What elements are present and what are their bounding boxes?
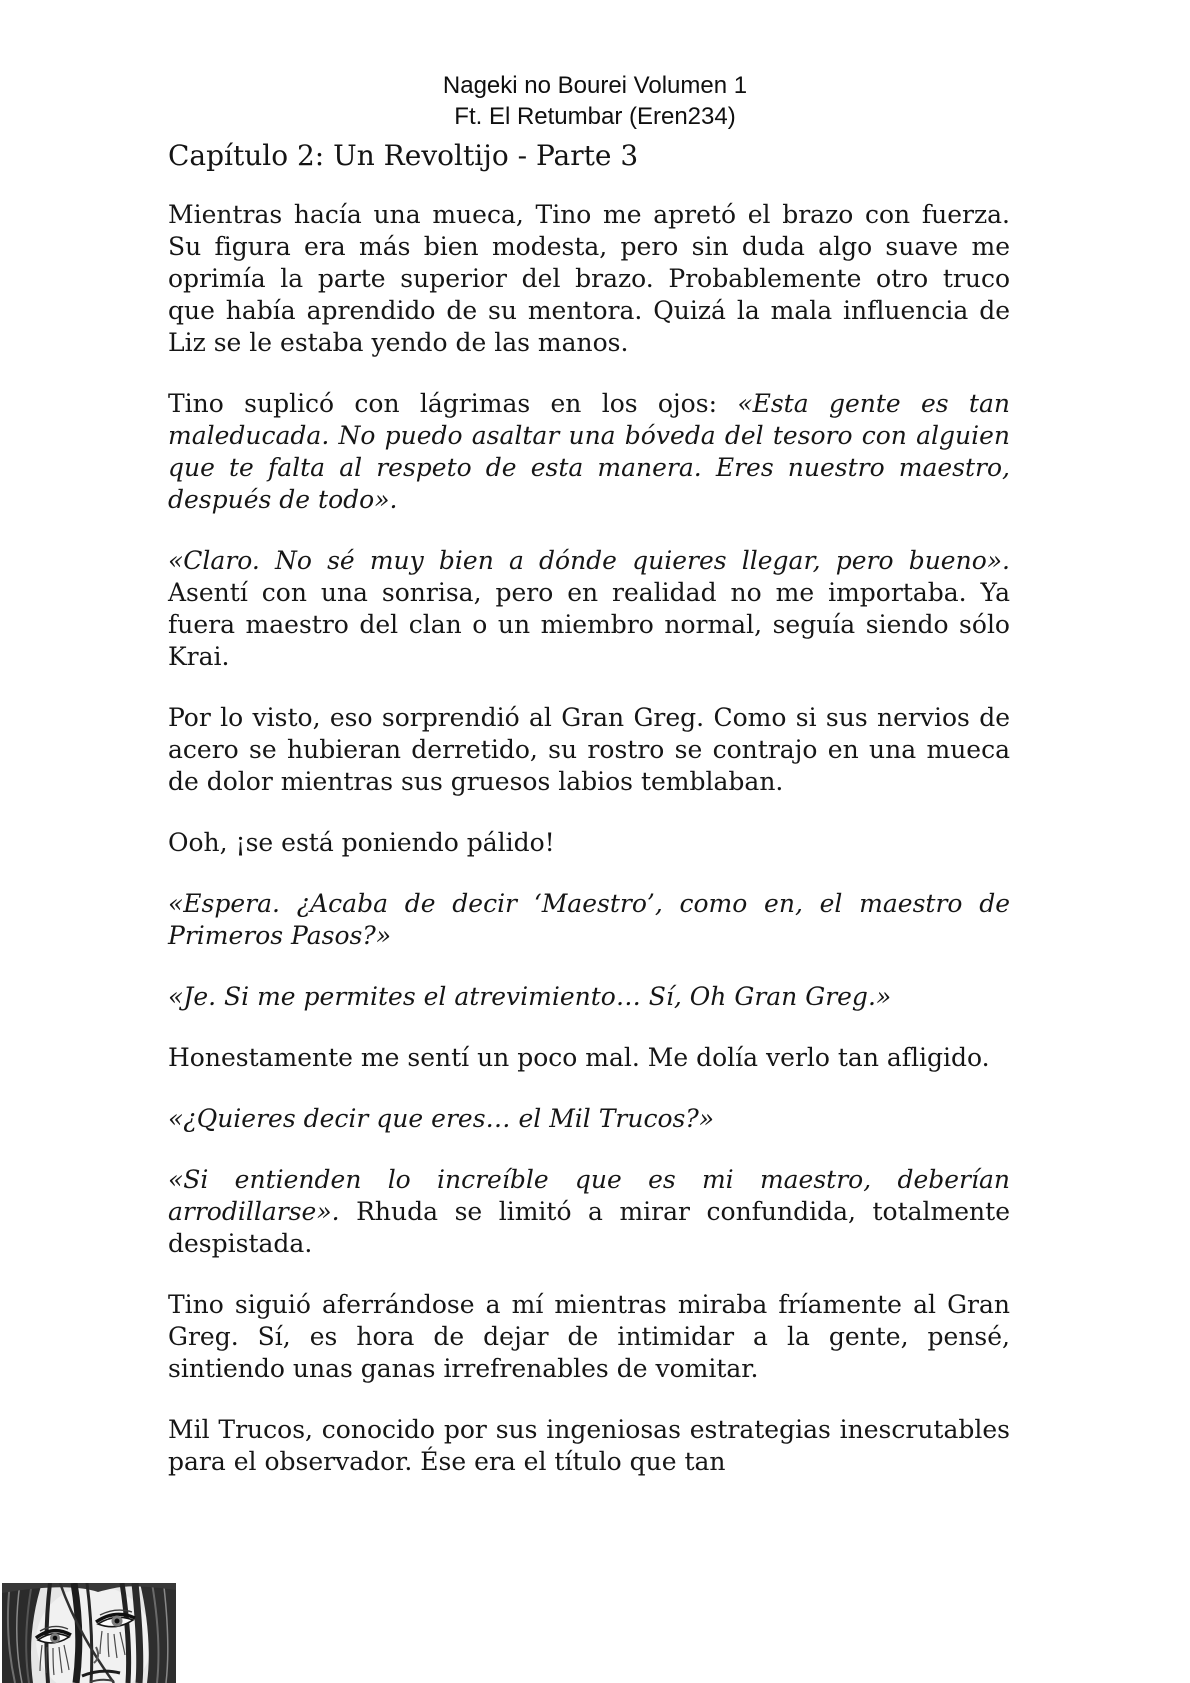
chapter-title: Capítulo 2: Un Revoltijo - Parte 3: [168, 139, 639, 172]
paragraph: [168, 1414, 1010, 1478]
narration-text: Honestamente me sentí un poco mal. Me dolía verlo tan afligido.: [168, 1043, 990, 1072]
narration-text: Tino siguió aferrándose a mí mientras miraba fríamente al Gran Greg. Sí, es hora de dejar de intimidar a la gente, pensé, sintiendo unas ganas irrefrenables de vomitar.: [168, 1290, 1010, 1383]
paragraph: [168, 199, 1010, 359]
document-header: [0, 0, 1190, 132]
narration-text: Mientras hacía una mueca, Tino me apretó el brazo con fuerza. Su figura era más bien modesta, pero sin duda algo suave me oprimía la parte superior del brazo. Probablemente otro truco que había aprendido de su mentora. Quizá la mala influencia de Liz se le estaba yendo de las manos.: [168, 200, 1010, 357]
dialogue-italic-text: «Esta gente es tan maleducada. No puedo asaltar una bóveda del tesoro con alguien que te falta al respeto de esta manera. Eres nuestro maestro, después de todo».: [168, 389, 1010, 514]
dialogue-italic-text: «Si entienden lo increíble que es mi maestro, deberían arrodillarse».: [168, 1165, 1010, 1226]
dialogue-italic-text: «Je. Si me permites el atrevimiento… Sí, Oh Gran Greg.»: [168, 982, 892, 1011]
paragraph: [168, 827, 1010, 859]
paragraph: [168, 1164, 1010, 1260]
paragraph: [168, 702, 1010, 798]
body-text: [168, 199, 1010, 1478]
credit-line: Ft. El Retumbar (Eren234): [454, 103, 736, 130]
narration-text: Asentí con una sonrisa, pero en realidad no me importaba. Ya fuera maestro del clan o un miembro normal, seguía siendo sólo Krai.: [168, 578, 1010, 671]
dialogue-italic-text: «¿Quieres decir que eres… el Mil Trucos?»: [168, 1104, 715, 1133]
paragraph: [168, 1289, 1010, 1385]
paragraph: [168, 388, 1010, 516]
narration-text: Ooh, ¡se está poniendo pálido!: [168, 828, 555, 857]
paragraph: [168, 1103, 1010, 1135]
narration-text: Rhuda se limitó a mirar confundida, totalmente despistada.: [168, 1197, 1010, 1258]
paragraph: [168, 1042, 1010, 1074]
manga-face-icon: [2, 1583, 176, 1683]
paragraph: [168, 981, 1010, 1013]
paragraph: [168, 545, 1010, 673]
narration-text: Por lo visto, eso sorprendió al Gran Greg. Como si sus nervios de acero se hubieran derretido, su rostro se contrajo en una mueca de dolor mientras sus gruesos labios temblaban.: [168, 703, 1010, 796]
narration-text: Tino suplicó con lágrimas en los ojos:: [168, 389, 738, 418]
narration-text: Mil Trucos, conocido por sus ingeniosas estrategias inescrutables para el observador. Ése era el título que tan: [168, 1415, 1010, 1476]
paragraph: [168, 888, 1010, 952]
volume-title: Nageki no Bourei Volumen 1: [442, 72, 748, 99]
manga-face-illustration: [2, 1583, 176, 1683]
dialogue-italic-text: «Claro. No sé muy bien a dónde quieres llegar, pero bueno».: [168, 546, 1010, 575]
dialogue-italic-text: «Espera. ¿Acaba de decir ‘Maestro’, como en, el maestro de Primeros Pasos?»: [168, 889, 1010, 950]
